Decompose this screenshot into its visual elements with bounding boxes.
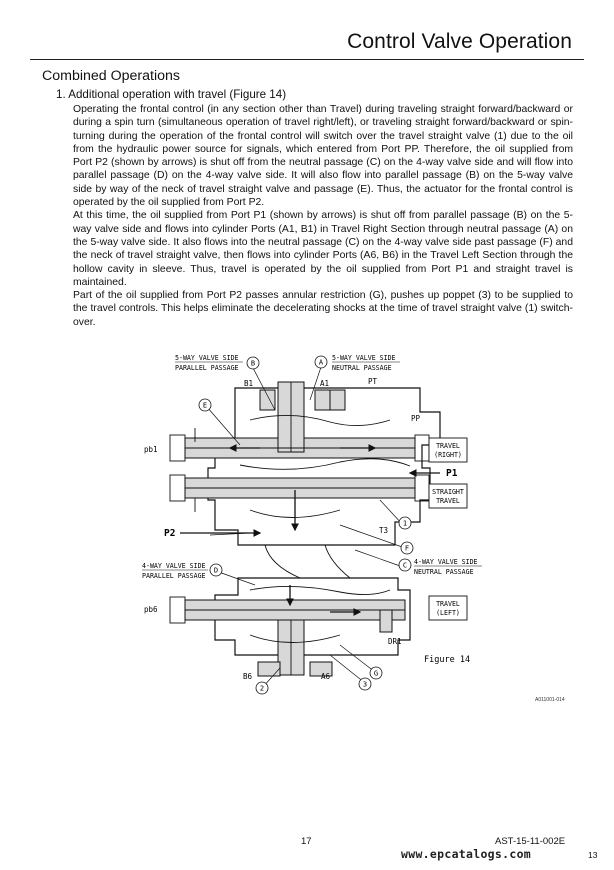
- section-heading: Combined Operations: [42, 68, 181, 84]
- port-b1: B1: [244, 379, 254, 388]
- callout-g: G: [373, 669, 379, 678]
- box-travel-left-line2: (LEFT): [436, 609, 460, 617]
- control-valve-diagram: [140, 350, 485, 695]
- callout-a: A: [318, 358, 324, 367]
- box-straight-line1: STRAIGHT: [432, 488, 464, 496]
- port-pp: PP: [411, 414, 421, 423]
- body-text: [73, 103, 573, 329]
- port-dr1: DR1: [388, 637, 402, 646]
- label-neutral-passage: NEUTRAL PASSAGE: [332, 364, 392, 372]
- callout-1: 1: [402, 519, 408, 528]
- port-b6: B6: [243, 672, 253, 681]
- box-travel-right-line2: (RIGHT): [434, 451, 462, 459]
- document-code: AST-15-11-002E: [495, 836, 566, 847]
- label-parallel-passage-lower: PARALLEL PASSAGE: [142, 572, 206, 580]
- title-rule: [30, 59, 584, 60]
- box-travel-right-line1: TRAVEL: [436, 442, 460, 450]
- corner-number: 13: [588, 850, 598, 860]
- label-four-way-side-right: 4-WAY VALVE SIDE: [414, 558, 478, 566]
- label-five-way-side: 5-WAY VALVE SIDE: [175, 354, 239, 362]
- item-heading: 1. Additional operation with travel (Figure 14): [56, 88, 287, 101]
- box-straight-line2: TRAVEL: [436, 497, 460, 505]
- watermark: www.epcatalogs.com: [401, 847, 532, 861]
- callout-f: F: [404, 544, 410, 553]
- page-number: 17: [301, 836, 312, 847]
- port-p1: P1: [446, 468, 458, 479]
- callout-c: C: [402, 561, 408, 570]
- callout-b: B: [250, 359, 256, 368]
- page-title: Control Valve Operation: [347, 30, 572, 53]
- figure-code: A011001-014: [535, 697, 565, 703]
- paragraph: Part of the oil supplied from Port P2 passes annular restriction (G), pushes up poppet (3) to be supplied to the travel controls. This helps eliminate the decelerating shocks at the time of travel straight valve (1) switch-over.: [73, 290, 573, 328]
- port-p2: P2: [164, 528, 176, 539]
- paragraph: Operating the frontal control (in any section other than Travel) during traveling straight forward/backward or during a spin turn (simultaneous operation of travel right/left), or traveling straight forward/backward or spin-turning during the operation of the frontal control will switch over the travel straight valve (1) due to the oil from the hydraulic power source for signals, which entered from Port PP. Therefore, the oil supplied from Port P2 (shown by arrows) is shut off from the neutral passage (C) on the 4-way valve side and will flow into parallel passage (D) on the 4-way valve side. It will also flow into parallel passage (B) on the 5-way valve side by way of the neck of travel straight valve and passage (E). Thus, the actuator for the frontal control is operated by the oil supplied from Port P2.: [73, 104, 573, 209]
- port-pb6: pb6: [144, 605, 158, 614]
- label-five-way-side-right: 5-WAY VALVE SIDE: [332, 354, 396, 362]
- port-a6: A6: [321, 672, 331, 681]
- port-a1: A1: [320, 379, 330, 388]
- port-pt: PT: [368, 377, 378, 386]
- figure-caption: Figure 14: [424, 655, 471, 665]
- callout-e: E: [202, 401, 208, 410]
- paragraph: At this time, the oil supplied from Port P1 (shown by arrows) is shut off from parallel passage (B) on the 5-way valve side and flows into cylinder Ports (A1, B1) in Travel Right Section through neutral passage (A) on the 5-way valve side. It also flows into the neutral passage (C) on the 4-way valve side past passage (F) and the neck of travel straight valve, then flows into cylinder Ports (A6, B6) in the Travel Left Section through the hollow cavity in sleeve. Thus, travel is operated by the oil supplied from Port P1 and straight travel is maintained.: [73, 210, 573, 288]
- callout-3: 3: [362, 680, 368, 689]
- port-t3: T3: [379, 526, 389, 535]
- label-parallel-passage: PARALLEL PASSAGE: [175, 364, 239, 372]
- label-four-way-side-left: 4-WAY VALVE SIDE: [142, 562, 206, 570]
- callout-2: 2: [259, 684, 265, 693]
- box-travel-left-line1: TRAVEL: [436, 600, 460, 608]
- callout-d: D: [213, 566, 219, 575]
- label-neutral-passage-lower: NEUTRAL PASSAGE: [414, 568, 474, 576]
- port-pb1: pb1: [144, 445, 158, 454]
